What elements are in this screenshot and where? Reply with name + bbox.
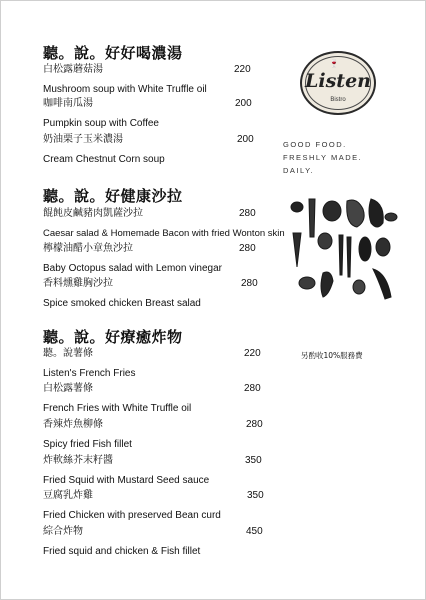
item-name-en: Spicy fried Fish fillet xyxy=(43,439,132,450)
item-price: 280 xyxy=(241,278,258,289)
menu-item xyxy=(43,98,293,130)
item-name-en: French Fries with White Truffle oil xyxy=(43,403,192,414)
kale-icon xyxy=(369,199,383,227)
service-charge-note: 另酌收10%服務費 xyxy=(301,351,363,360)
lettuce-icon xyxy=(347,200,364,227)
item-name-en: Listen's French Fries xyxy=(43,368,136,379)
section-title-salad: 聽。說。好健康沙拉 xyxy=(43,187,183,205)
item-price: 220 xyxy=(234,64,251,75)
item-name-zh: 香料燻雞胸沙拉 xyxy=(43,278,113,289)
menu-item xyxy=(43,348,293,380)
item-name-en: Fried Squid with Mustard Seed sauce xyxy=(43,475,210,486)
item-price: 220 xyxy=(244,348,261,359)
menu-item xyxy=(43,526,293,558)
asparagus-icon xyxy=(347,237,351,277)
item-price: 350 xyxy=(245,455,262,466)
menu-item xyxy=(43,455,293,487)
vegetables-illustration xyxy=(287,197,399,303)
onion-icon xyxy=(318,233,332,249)
item-name-zh: 白松露蘑菇湯 xyxy=(43,64,103,75)
eggplant-icon xyxy=(359,237,371,261)
item-price: 280 xyxy=(244,383,261,394)
item-name-en: Fried Chicken with preserved Bean curd xyxy=(43,510,221,521)
section-title-soup: 聽。說。好好喝濃湯 xyxy=(43,44,183,62)
item-name-zh: 咖啡南瓜湯 xyxy=(43,98,93,109)
carrot-icon xyxy=(293,233,301,267)
asparagus-icon xyxy=(339,235,343,275)
logo-wordmark: Listen xyxy=(305,70,371,92)
item-name-en: Spice smoked chicken Breast salad xyxy=(43,298,201,309)
item-name-en: Fried squid and chicken & Fish fillet xyxy=(43,546,201,557)
item-price: 280 xyxy=(239,208,256,219)
menu-item xyxy=(43,134,293,166)
menu-item xyxy=(43,383,293,415)
radish-icon xyxy=(321,272,333,297)
menu-item xyxy=(43,278,293,310)
item-name-en: Caesar salad & Homemade Bacon with fried Wonton skin xyxy=(43,228,285,239)
mushroom-icon xyxy=(385,213,397,221)
tagline xyxy=(283,138,362,177)
section-title-fried: 聽。說。好療癒炸物 xyxy=(43,328,183,346)
tomato-icon xyxy=(291,202,303,212)
chili-icon xyxy=(373,269,391,299)
item-name-zh: 綜合炸物 xyxy=(43,526,83,537)
pepper-icon xyxy=(376,238,390,256)
item-price: 350 xyxy=(247,490,264,501)
garlic-icon xyxy=(353,280,365,294)
item-name-zh: 炸軟絲芥末籽醬 xyxy=(43,455,113,466)
potato-icon xyxy=(299,277,315,289)
item-name-zh: 豆腐乳炸雞 xyxy=(43,490,93,501)
item-name-en: Pumpkin soup with Coffee xyxy=(43,118,159,129)
item-name-en: Mushroom soup with White Truffle oil xyxy=(43,84,207,95)
tagline-line: DAILY. xyxy=(283,166,315,175)
leek-icon xyxy=(309,199,315,237)
item-name-en: Baby Octopus salad with Lemon vinegar xyxy=(43,263,222,274)
item-name-zh: 聽。說薯條 xyxy=(43,348,93,359)
item-name-zh: 餛飩皮鹹豬肉凱薩沙拉 xyxy=(43,208,143,219)
item-name-zh: 檸檬油醋小章魚沙拉 xyxy=(43,243,133,254)
tagline-line: GOOD FOOD. xyxy=(283,140,347,149)
item-price: 280 xyxy=(246,419,263,430)
item-price: 280 xyxy=(239,243,256,254)
item-name-zh: 白松露薯條 xyxy=(43,383,93,394)
logo-subtitle: Bistro xyxy=(330,97,346,103)
listen-bistro-logo xyxy=(300,51,376,115)
wine-glass-icon: 🍷 xyxy=(329,59,339,68)
item-price: 450 xyxy=(246,526,263,537)
tagline-line: FRESHLY MADE. xyxy=(283,153,363,162)
item-name-en: Cream Chestnut Corn soup xyxy=(43,154,165,165)
item-price: 200 xyxy=(237,134,254,145)
menu-item xyxy=(43,490,293,522)
cabbage-icon xyxy=(323,201,341,221)
item-name-zh: 奶油栗子玉米濃湯 xyxy=(43,134,123,145)
menu-item xyxy=(43,64,293,96)
menu-item xyxy=(43,243,293,275)
item-price: 200 xyxy=(235,98,252,109)
menu-item xyxy=(43,208,293,240)
item-name-zh: 香辣炸魚柳條 xyxy=(43,419,103,430)
menu-item xyxy=(43,419,293,451)
